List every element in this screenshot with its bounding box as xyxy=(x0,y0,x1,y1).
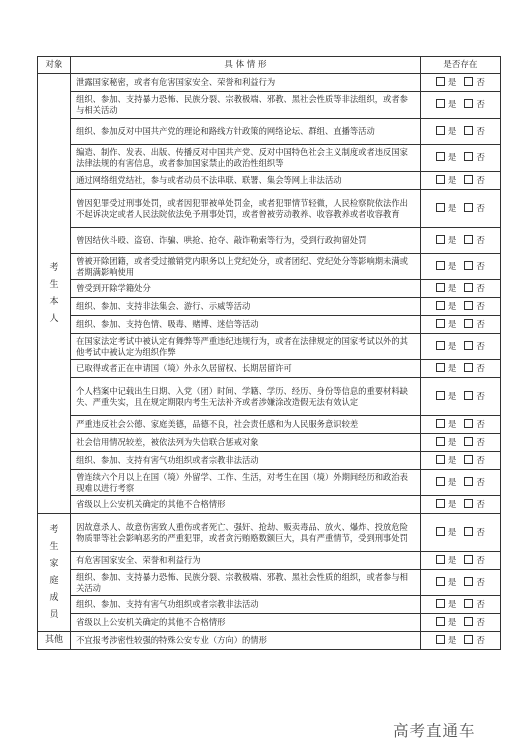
table-row xyxy=(38,190,501,228)
option-no-label: 否 xyxy=(476,499,485,510)
option-no[interactable] xyxy=(464,341,485,353)
status-cell xyxy=(420,334,500,360)
table-row xyxy=(38,378,501,416)
checkbox-no[interactable] xyxy=(464,175,473,184)
option-no-label: 否 xyxy=(476,477,485,488)
category-cell: 考 生 家 庭 成 员 xyxy=(38,514,71,632)
table-row xyxy=(38,298,501,316)
checkbox-yes[interactable] xyxy=(436,99,445,108)
option-no-label: 否 xyxy=(476,203,485,214)
checkbox-yes[interactable] xyxy=(436,437,445,446)
option-yes-label: 是 xyxy=(447,261,457,272)
option-no[interactable] xyxy=(464,126,485,138)
option-yes[interactable] xyxy=(436,77,457,89)
option-yes-label: 是 xyxy=(447,391,457,402)
checkbox-yes[interactable] xyxy=(436,391,445,400)
option-no-label: 否 xyxy=(476,175,485,186)
option-no-label: 否 xyxy=(476,577,485,588)
checkbox-yes[interactable] xyxy=(436,261,445,270)
checkbox-yes[interactable] xyxy=(436,341,445,350)
status-cell xyxy=(420,254,500,280)
table-header-row xyxy=(38,57,501,74)
option-no[interactable] xyxy=(464,235,485,247)
table-row xyxy=(38,434,501,452)
situation-description: 组织、参加、支持色情、吸毒、赌博、迷信等活动 xyxy=(71,316,421,334)
table-row xyxy=(38,614,501,632)
status-cell xyxy=(420,119,500,145)
option-no-label: 否 xyxy=(476,341,485,352)
status-cell xyxy=(420,416,500,434)
category-cell: 考 生 本 人 xyxy=(38,74,71,514)
checkbox-no[interactable] xyxy=(464,363,473,372)
checkbox-no[interactable] xyxy=(464,419,473,428)
table-row xyxy=(38,254,501,280)
situation-description: 编造、制作、发表、出版、传播反对中国共产党、反对中国特色社会主义制度或者违反国家法律法规的有害信息，或者参加国家禁止的政治性组织等 xyxy=(71,145,421,172)
checkbox-no[interactable] xyxy=(464,617,473,626)
checkbox-yes[interactable] xyxy=(436,617,445,626)
situation-description: 曾被开除团籍，或者受过撤销党内职务以上党纪处分，或者团纪、党纪处分等影响期未满或者期满影响使用 xyxy=(71,254,421,280)
situation-description: 泄露国家秘密，或者有危害国家安全、荣誉和利益行为 xyxy=(71,74,421,92)
option-yes-label: 是 xyxy=(447,283,457,294)
option-yes-label: 是 xyxy=(447,599,457,610)
status-cell xyxy=(420,298,500,316)
option-yes-label: 是 xyxy=(447,555,457,566)
status-cell xyxy=(420,360,500,378)
checkbox-no[interactable] xyxy=(464,341,473,350)
eligibility-table xyxy=(37,56,501,650)
option-yes-label: 是 xyxy=(447,499,457,510)
status-cell xyxy=(420,632,500,650)
table-row xyxy=(38,172,501,190)
option-yes[interactable] xyxy=(436,527,457,539)
option-yes[interactable] xyxy=(436,617,457,629)
checkbox-yes[interactable] xyxy=(436,152,445,161)
situation-description: 组织、参加、支持有害气功组织或者宗教非法活动 xyxy=(71,596,421,614)
option-yes[interactable] xyxy=(436,261,457,273)
status-cell xyxy=(420,280,500,298)
option-yes[interactable] xyxy=(436,363,457,375)
option-yes-label: 是 xyxy=(447,126,457,137)
situation-description: 严重违反社会公德、家庭美德，品德不良，社会责任感和为人民服务意识较差 xyxy=(71,416,421,434)
checkbox-yes[interactable] xyxy=(436,455,445,464)
situation-description: 组织、参加、支持暴力恐怖、民族分裂、宗教极端、邪教、黑社会性质等非法组织，或者参与相关活动 xyxy=(71,92,421,119)
option-yes-label: 是 xyxy=(447,527,457,538)
table-row xyxy=(38,228,501,254)
option-no[interactable] xyxy=(464,99,485,111)
checkbox-yes[interactable] xyxy=(436,527,445,536)
option-yes-label: 是 xyxy=(447,153,457,164)
option-yes[interactable] xyxy=(436,455,457,467)
situation-description: 组织、参加、支持非法集会、游行、示威等活动 xyxy=(71,298,421,316)
option-no[interactable] xyxy=(464,175,485,187)
option-yes[interactable] xyxy=(436,577,457,589)
option-no-label: 否 xyxy=(476,391,485,402)
checkbox-yes[interactable] xyxy=(436,319,445,328)
option-no-label: 否 xyxy=(476,455,485,466)
checkbox-no[interactable] xyxy=(464,152,473,161)
option-yes[interactable] xyxy=(436,635,457,647)
checkbox-no[interactable] xyxy=(464,126,473,135)
option-no-label: 否 xyxy=(476,261,485,272)
option-yes[interactable] xyxy=(436,99,457,111)
checkbox-no[interactable] xyxy=(464,527,473,536)
option-yes-label: 是 xyxy=(447,419,457,430)
option-no-label: 否 xyxy=(476,77,485,88)
option-no[interactable] xyxy=(464,301,485,313)
status-cell xyxy=(420,552,500,570)
option-no-label: 否 xyxy=(476,635,485,646)
option-yes-label: 是 xyxy=(447,175,457,186)
option-yes[interactable] xyxy=(436,437,457,449)
checkbox-yes[interactable] xyxy=(436,577,445,586)
option-yes-label: 是 xyxy=(447,617,457,628)
option-yes-label: 是 xyxy=(447,635,457,646)
situation-description: 曾因结伙斗殴、盗窃、诈骗、哄抢、抢夺、敲诈勒索等行为，受到行政拘留处罚 xyxy=(71,228,421,254)
option-yes-label: 是 xyxy=(447,363,457,374)
option-no[interactable] xyxy=(464,152,485,164)
status-cell xyxy=(420,434,500,452)
status-cell xyxy=(420,145,500,172)
status-cell xyxy=(420,92,500,119)
situation-description: 组织、参加、支持暴力恐怖、民族分裂、宗教极端、邪教、黑社会性质的组织，或者参与相关活动 xyxy=(71,570,421,596)
checkbox-yes[interactable] xyxy=(436,175,445,184)
situation-description: 有危害国家安全、荣誉和利益行为 xyxy=(71,552,421,570)
option-no[interactable] xyxy=(464,499,485,511)
option-no[interactable] xyxy=(464,477,485,489)
option-no[interactable] xyxy=(464,455,485,467)
option-yes[interactable] xyxy=(436,391,457,403)
option-no[interactable] xyxy=(464,527,485,539)
checkbox-yes[interactable] xyxy=(436,283,445,292)
option-no-label: 否 xyxy=(476,599,485,610)
option-yes-label: 是 xyxy=(447,455,457,466)
checkbox-yes[interactable] xyxy=(436,599,445,608)
checkbox-no[interactable] xyxy=(464,391,473,400)
option-no[interactable] xyxy=(464,283,485,295)
option-yes[interactable] xyxy=(436,419,457,431)
option-yes-label: 是 xyxy=(447,77,457,88)
checkbox-yes[interactable] xyxy=(436,235,445,244)
status-cell xyxy=(420,496,500,514)
status-cell xyxy=(420,74,500,92)
checkbox-yes[interactable] xyxy=(436,499,445,508)
option-no-label: 否 xyxy=(476,319,485,330)
table-row xyxy=(38,514,501,552)
situation-description: 社会信用情况较差，被依法列为失信联合惩戒对象 xyxy=(71,434,421,452)
checkbox-yes[interactable] xyxy=(436,203,445,212)
option-no[interactable] xyxy=(464,555,485,567)
option-yes[interactable] xyxy=(436,126,457,138)
table-row xyxy=(38,92,501,119)
checkbox-no[interactable] xyxy=(464,635,473,644)
status-cell xyxy=(420,452,500,470)
option-no-label: 否 xyxy=(476,283,485,294)
checkbox-yes[interactable] xyxy=(436,77,445,86)
situation-description: 个人档案中记载出生日期、入党（团）时间、学籍、学历、经历、身份等信息的重要材料缺失、严重失实，且在规定期限内考生无法补齐或者涉嫌涂改造假无法有效认定 xyxy=(71,378,421,416)
checkbox-yes[interactable] xyxy=(436,363,445,372)
header-category: 对象 xyxy=(38,57,71,74)
checkbox-no[interactable] xyxy=(464,235,473,244)
option-yes[interactable] xyxy=(436,341,457,353)
option-yes-label: 是 xyxy=(447,437,457,448)
option-yes[interactable] xyxy=(436,301,457,313)
table-row xyxy=(38,334,501,360)
table-row xyxy=(38,74,501,92)
option-yes[interactable] xyxy=(436,152,457,164)
status-cell xyxy=(420,514,500,552)
option-no-label: 否 xyxy=(476,301,485,312)
option-yes-label: 是 xyxy=(447,577,457,588)
option-yes[interactable] xyxy=(436,499,457,511)
status-cell xyxy=(420,614,500,632)
option-yes[interactable] xyxy=(436,477,457,489)
table-row xyxy=(38,416,501,434)
table-row xyxy=(38,360,501,378)
option-yes[interactable] xyxy=(436,283,457,295)
table-row xyxy=(38,316,501,334)
situation-description: 省级以上公安机关确定的其他不合格情形 xyxy=(71,496,421,514)
table-row xyxy=(38,632,501,650)
option-yes[interactable] xyxy=(436,235,457,247)
option-yes-label: 是 xyxy=(447,301,457,312)
option-no[interactable] xyxy=(464,599,485,611)
option-no[interactable] xyxy=(464,77,485,89)
checkbox-no[interactable] xyxy=(464,99,473,108)
situation-description: 组织、参加反对中国共产党的理论和路线方针政策的网络论坛、群组、直播等活动 xyxy=(71,119,421,145)
option-yes[interactable] xyxy=(436,203,457,215)
status-cell xyxy=(420,172,500,190)
option-yes[interactable] xyxy=(436,599,457,611)
option-no[interactable] xyxy=(464,419,485,431)
situation-description: 曾连续六个月以上在国（境）外留学、工作、生活，对考生在国（境）外期间经历和政治表现难以进行考察 xyxy=(71,470,421,496)
table-row xyxy=(38,496,501,514)
table-row xyxy=(38,596,501,614)
status-cell xyxy=(420,470,500,496)
checkbox-no[interactable] xyxy=(464,577,473,586)
status-cell xyxy=(420,228,500,254)
option-no[interactable] xyxy=(464,203,485,215)
situation-description: 曾因犯罪受过刑事处罚，或者因犯罪被单处罚金，或者犯罪情节轻微，人民检察院依法作出不起诉决定或者人民法院依法免予刑事处罚，或者曾被劳动教养、收容教养或者收容教育 xyxy=(71,190,421,228)
checkbox-yes[interactable] xyxy=(436,555,445,564)
category-cell: 其他 xyxy=(38,632,71,650)
situation-description: 省级以上公安机关确定的其他不合格情形 xyxy=(71,614,421,632)
option-yes[interactable] xyxy=(436,175,457,187)
checkbox-no[interactable] xyxy=(464,599,473,608)
option-no-label: 否 xyxy=(476,437,485,448)
option-no-label: 否 xyxy=(476,153,485,164)
watermark-text: 高考直通车 xyxy=(393,722,476,740)
checkbox-no[interactable] xyxy=(464,319,473,328)
option-no[interactable] xyxy=(464,577,485,589)
situation-description: 通过网络组党结社，参与或者动员不法串联、联署、集会等网上非法活动 xyxy=(71,172,421,190)
option-no-label: 否 xyxy=(476,363,485,374)
option-no[interactable] xyxy=(464,319,485,331)
situation-description: 因故意杀人、故意伤害致人重伤或者死亡、强奸、抢劫、贩卖毒品、放火、爆炸、投放危险物质罪等社会影响恶劣的严重犯罪，或者贪污贿赂数额巨大，具有严重情节，受到刑事处罚 xyxy=(71,514,421,552)
option-yes-label: 是 xyxy=(447,203,457,214)
option-yes-label: 是 xyxy=(447,319,457,330)
table-row xyxy=(38,145,501,172)
situation-description: 组织、参加、支持有害气功组织或者宗教非法活动 xyxy=(71,452,421,470)
checkbox-no[interactable] xyxy=(464,301,473,310)
checkbox-no[interactable] xyxy=(464,455,473,464)
table-row xyxy=(38,452,501,470)
checkbox-no[interactable] xyxy=(464,203,473,212)
option-no[interactable] xyxy=(464,635,485,647)
option-no-label: 否 xyxy=(476,617,485,628)
situation-description: 不宜报考涉密性较强的特殊公安专业（方向）的情形 xyxy=(71,632,421,650)
option-yes[interactable] xyxy=(436,319,457,331)
option-yes-label: 是 xyxy=(447,341,457,352)
table-row xyxy=(38,552,501,570)
option-no-label: 否 xyxy=(476,555,485,566)
checkbox-yes[interactable] xyxy=(436,477,445,486)
checkbox-no[interactable] xyxy=(464,477,473,486)
checkbox-yes[interactable] xyxy=(436,301,445,310)
checkbox-no[interactable] xyxy=(464,261,473,270)
checkbox-yes[interactable] xyxy=(436,419,445,428)
table-row xyxy=(38,119,501,145)
checkbox-no[interactable] xyxy=(464,499,473,508)
option-no-label: 否 xyxy=(476,126,485,137)
status-cell xyxy=(420,316,500,334)
table-row xyxy=(38,570,501,596)
option-no[interactable] xyxy=(464,391,485,403)
header-description: 具 体 情 形 xyxy=(71,57,421,74)
option-no[interactable] xyxy=(464,363,485,375)
checkbox-no[interactable] xyxy=(464,77,473,86)
option-no-label: 否 xyxy=(476,235,485,246)
checkbox-yes[interactable] xyxy=(436,126,445,135)
checkbox-no[interactable] xyxy=(464,555,473,564)
table-row xyxy=(38,280,501,298)
situation-description: 已取得或者正在申请国（境）外永久居留权、长期居留许可 xyxy=(71,360,421,378)
checkbox-yes[interactable] xyxy=(436,635,445,644)
header-status: 是否存在 xyxy=(420,57,500,74)
option-yes-label: 是 xyxy=(447,235,457,246)
status-cell xyxy=(420,190,500,228)
status-cell xyxy=(420,596,500,614)
status-cell xyxy=(420,378,500,416)
option-no-label: 否 xyxy=(476,419,485,430)
situation-description: 在国家法定考试中被认定有舞弊等严重违纪违规行为，或者在法律规定的国家考试以外的其他考试中被认定为组织作弊 xyxy=(71,334,421,360)
option-yes-label: 是 xyxy=(447,477,457,488)
situation-description: 曾受到开除学籍处分 xyxy=(71,280,421,298)
option-no[interactable] xyxy=(464,437,485,449)
option-no[interactable] xyxy=(464,261,485,273)
status-cell xyxy=(420,570,500,596)
option-no-label: 否 xyxy=(476,100,485,111)
checkbox-no[interactable] xyxy=(464,283,473,292)
option-yes[interactable] xyxy=(436,555,457,567)
option-yes-label: 是 xyxy=(447,100,457,111)
option-no[interactable] xyxy=(464,617,485,629)
table-row xyxy=(38,470,501,496)
option-no-label: 否 xyxy=(476,527,485,538)
checkbox-no[interactable] xyxy=(464,437,473,446)
